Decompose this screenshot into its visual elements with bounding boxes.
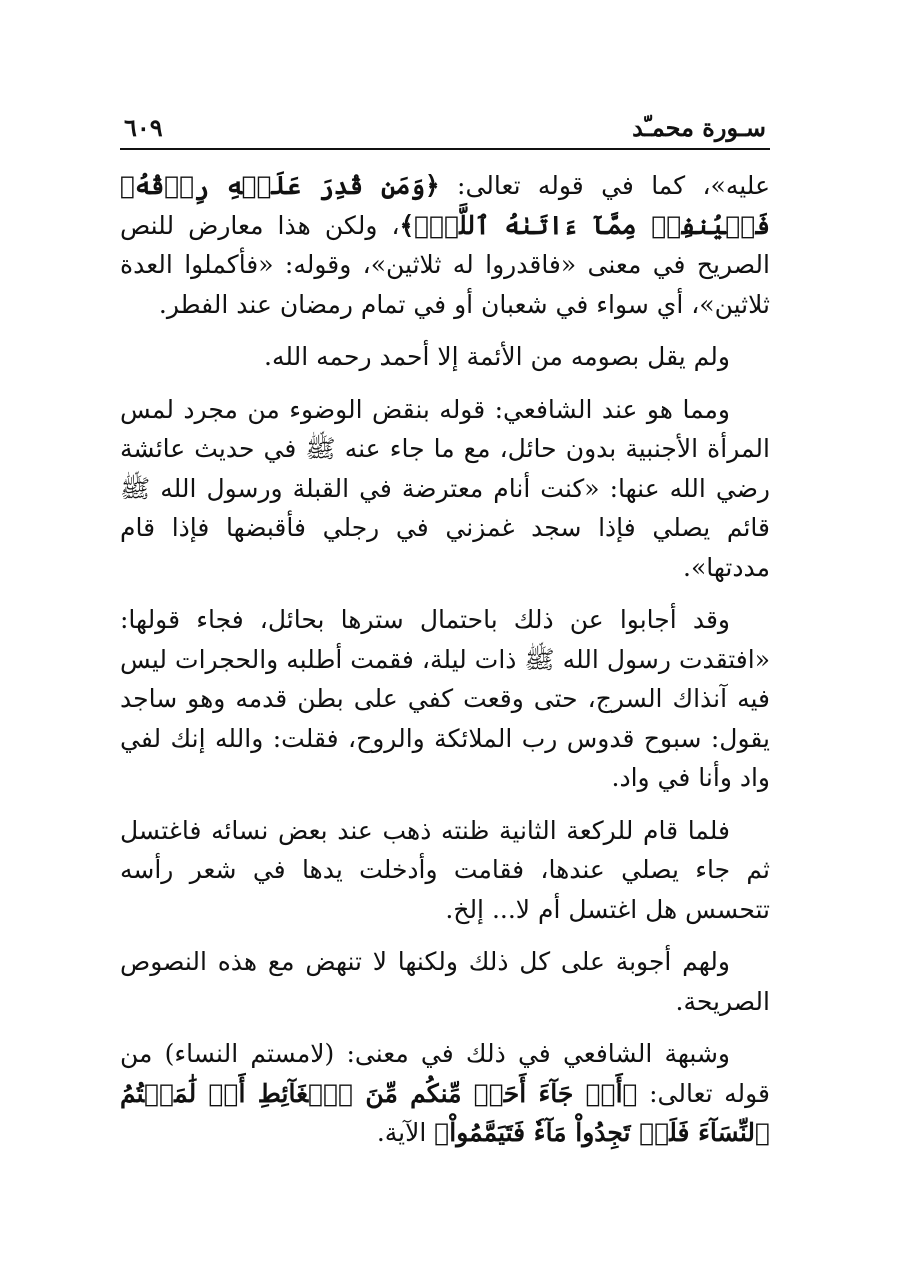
body-text — [120, 166, 770, 1153]
paragraph — [120, 337, 770, 377]
text-segment: ، ولكن هذا معارض للنص الصريح في معنى «فاقدروا له ثلاثين»، وقوله: «فأكملوا العدة ثلاثين»، أي سواء في شعبان أو في تمام رمضان عند الفطر. — [120, 210, 770, 319]
paragraph — [120, 166, 770, 324]
text-segment: عليه»، كما في قوله تعالى: — [439, 171, 770, 200]
book-page — [120, 100, 770, 1166]
paragraph — [120, 600, 770, 798]
text-segment: وشبهة الشافعي في ذلك في معنى: (لامستم النساء) من قوله تعالى: — [120, 1039, 770, 1108]
text-segment: ولم يقل بصومه من الأئمة إلا أحمد رحمه الله. — [264, 342, 730, 371]
text-segment: الآية. — [376, 1118, 435, 1147]
text-segment: ولهم أجوبة على كل ذلك ولكنها لا تنهض مع هذه النصوص الصريحة. — [120, 947, 770, 1016]
paragraph — [120, 390, 770, 588]
paragraph — [120, 1034, 770, 1153]
quran-verse: ﴿وَمَن قُدِرَ عَلَيۡهِ رِزۡقُهُۥ فَلۡيُنفِقۡ مِمَّآ ءَاتَىٰهُ ٱللَّهُۚ﴾ — [120, 171, 770, 240]
page-number: ٦٠٩ — [124, 113, 163, 142]
surah-title: سـورة محمـّد — [632, 113, 766, 142]
paragraph — [120, 942, 770, 1021]
text-segment: ومما هو عند الشافعي: قوله بنقض الوضوء من مجرد لمس المرأة الأجنبية بدون حائل، مع ما جاء عنه ﷺ في حديث عائشة رضي الله عنها: «كنت أنام معترضة في القبلة ورسول الله ﷺ قائم يصلي فإذا سجد غمزني في رجلي فأقبضها فإذا قام مددتها». — [120, 394, 770, 582]
text-segment: وقد أجابوا عن ذلك باحتمال سترها بحائل، فجاء قولها: «افتقدت رسول الله ﷺ ذات ليلة، فقمت أطلبه والحجرات ليس فيه آنذاك السرج، حتى وقعت كفي على بطن قدمه وهو ساجد يقول: سبوح قدوس رب الملائكة والروح، فقلت: والله إنك لفي واد وأنا في واد. — [120, 605, 770, 792]
paragraph — [120, 811, 770, 930]
text-segment: فلما قام للركعة الثانية ظنته ذهب عند بعض نسائه فاغتسل ثم جاء يصلي عندها، فقامت وأدخلت يدها في شعر رأسه تتحسس هل اغتسل أم لا... إلخ. — [120, 815, 770, 924]
running-header — [120, 100, 770, 142]
header-rule — [120, 148, 770, 150]
quran-verse: ﴿أَوۡ جَآءَ أَحَدٞ مِّنكُم مِّنَ ٱلۡغَآئِطِ أَوۡ لَٰمَسۡتُمُ ٱلنِّسَآءَ فَلَمۡ تَجِدُواْ مَآءٗ فَتَيَمَّمُواْ﴾ — [120, 1078, 770, 1147]
